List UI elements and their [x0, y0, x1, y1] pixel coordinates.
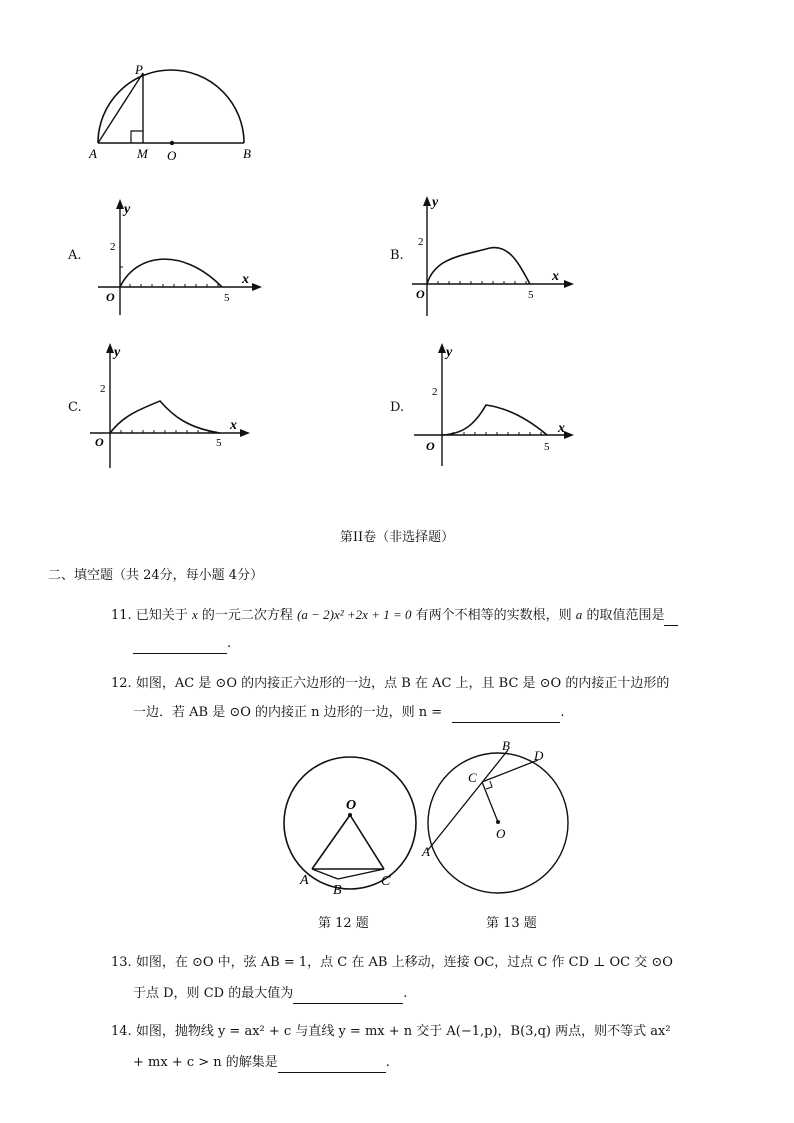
svg-text:O: O	[95, 435, 104, 449]
svg-text:y: y	[432, 195, 439, 210]
option-c-curve	[110, 401, 220, 433]
option-b-letter: B.	[390, 248, 404, 263]
svg-text:5: 5	[544, 441, 550, 453]
label-B: B	[243, 146, 251, 161]
svg-text:C: C	[468, 770, 477, 785]
svg-text:B: B	[502, 738, 510, 753]
svg-text:2: 2	[110, 241, 116, 253]
q14-answer-blank[interactable]	[278, 1058, 386, 1073]
option-b-graph	[410, 188, 580, 318]
chord-AP	[98, 73, 143, 143]
svg-text:A: A	[300, 873, 309, 888]
semicircle-arc	[98, 70, 244, 143]
option-d-curve	[442, 405, 547, 435]
svg-text:O: O	[106, 290, 115, 304]
svg-text:O: O	[346, 798, 357, 813]
option-a-letter: A.	[68, 248, 82, 263]
svg-text:D: D	[534, 748, 544, 763]
option-c-letter: C.	[68, 400, 82, 415]
figure-12	[280, 755, 420, 895]
option-c-graph	[88, 338, 258, 470]
figure-12-caption: 第 12 题	[318, 916, 369, 931]
svg-text:2: 2	[432, 386, 438, 398]
part2-title: 第II卷（非选择题）	[339, 530, 455, 545]
q14-line2: + mx + c > n 的解集是 .	[133, 1053, 390, 1073]
q13-number: 13.	[111, 955, 132, 970]
svg-text:5: 5	[216, 437, 222, 449]
svg-text:y: y	[446, 345, 453, 360]
q11-equation: (a − 2)x² +2x + 1 = 0	[297, 607, 412, 622]
svg-text:5: 5	[528, 289, 534, 301]
right-angle-mark	[131, 131, 143, 143]
svg-text:O: O	[426, 439, 435, 453]
option-a-graph	[90, 195, 265, 320]
question-14: 14. 如图，抛物线 y = ax² + c 与直线 y = mx + n 交于 A(−1,p)，B(3,q) 两点，则不等式 ax²	[111, 1024, 671, 1039]
option-b-curve	[427, 248, 530, 284]
label-P: P	[135, 62, 143, 77]
q11-line2: .	[133, 634, 231, 654]
q11-answer-blank-cont[interactable]	[133, 639, 227, 654]
svg-text:O: O	[416, 287, 425, 301]
svg-text:x: x	[230, 418, 237, 433]
q12-line2: 一边．若 AB 是 ⊙O 的内接正 n 边形的一边，则 n = .	[133, 703, 564, 723]
svg-text:x: x	[552, 269, 559, 284]
option-d-graph	[412, 338, 582, 470]
svg-text:B: B	[333, 883, 342, 895]
q14-number: 14.	[111, 1024, 132, 1039]
center-dot	[170, 141, 174, 145]
label-O: O	[167, 148, 177, 163]
q13-line2: 于点 D，则 CD 的最大值为 .	[133, 984, 407, 1004]
option-d-letter: D.	[390, 400, 405, 415]
question-13: 13. 如图，在 ⊙O 中，弦 AB = 1，点 C 在 AB 上移动，连接 OC，过点 C 作 CD ⊥ OC 交 ⊙O	[111, 955, 673, 970]
svg-text:y: y	[114, 345, 121, 360]
q13-answer-blank[interactable]	[293, 989, 403, 1004]
svg-text:O: O	[496, 826, 506, 841]
svg-text:C: C	[381, 874, 391, 889]
svg-text:x: x	[242, 272, 249, 287]
section2-title: 二、填空题（共 24分，每小题 4分）	[48, 568, 264, 583]
q12-answer-blank[interactable]	[452, 708, 560, 723]
label-M: M	[137, 146, 148, 161]
q11-answer-blank[interactable]	[664, 611, 678, 626]
question-11: 11. 已知关于 x 的一元二次方程 (a − 2)x² +2x + 1 = 0 有两个不相等的实数根，则 a 的取值范围是	[111, 605, 678, 626]
svg-text:A: A	[422, 844, 430, 859]
figure-13	[420, 738, 580, 896]
figure-13-caption: 第 13 题	[486, 916, 537, 931]
question-12: 12. 如图，AC 是 ⊙O 的内接正六边形的一边，点 B 在 AC 上，且 BC 是 ⊙O 的内接正十边形的	[111, 676, 670, 691]
svg-text:5: 5	[224, 292, 230, 304]
q12-number: 12.	[111, 676, 132, 691]
label-A: A	[89, 146, 97, 161]
svg-text:y: y	[124, 202, 131, 217]
svg-text:2: 2	[100, 383, 106, 395]
svg-text:2: 2	[418, 236, 424, 248]
svg-text:x: x	[558, 421, 565, 436]
semicircle-figure	[85, 62, 265, 167]
option-a-curve	[120, 259, 222, 287]
q11-number: 11.	[111, 608, 132, 623]
